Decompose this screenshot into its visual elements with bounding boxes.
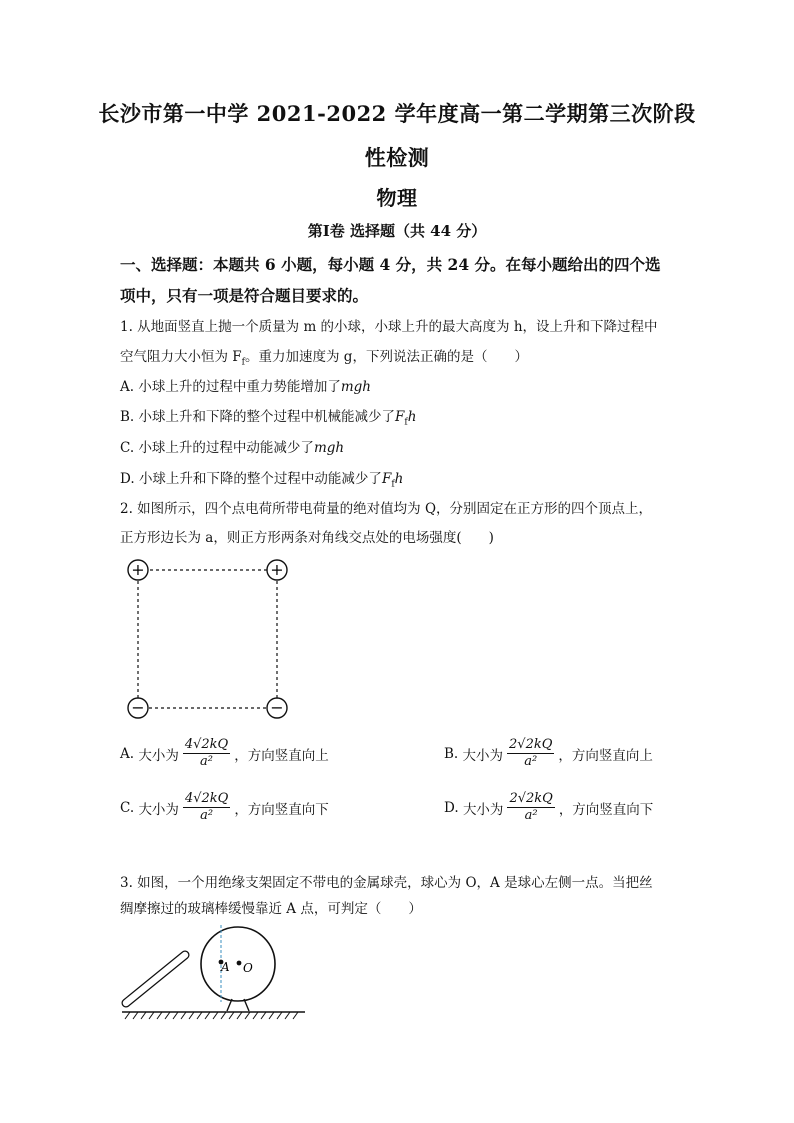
glass-rod [126, 955, 185, 1003]
charge-square-diagram [120, 555, 300, 725]
option-suffix: ，方向竖直向下 [558, 801, 654, 818]
charge-sign: − [131, 698, 145, 717]
option-fraction [507, 791, 554, 824]
q2-option-b[interactable] [444, 737, 653, 770]
option-fraction [183, 791, 230, 824]
option-label: A. [120, 379, 135, 395]
volume-heading: 第Ⅰ卷 选择题（共 44 分） [307, 222, 487, 240]
q1-stem-line2-text: 空气阻力大小恒为 F [120, 349, 242, 365]
charge-bottom-left [128, 698, 148, 718]
option-prefix: 大小为 [138, 747, 179, 764]
q2-option-c[interactable] [120, 791, 329, 824]
q1-stem-line1: 1. 从地面竖直上抛一个质量为 m 的小球，小球上升的最大高度为 h，设上升和下降过程中 [120, 319, 658, 335]
option-label: B. [444, 745, 459, 762]
label-a: A [221, 960, 230, 974]
option-fraction [183, 737, 230, 770]
option-suffix: ，方向竖直向下 [234, 801, 329, 818]
option-sub: f [404, 417, 408, 428]
subject-title: 物理 [376, 186, 418, 210]
q1-option-d[interactable] [120, 467, 403, 490]
charge-bottom-right [267, 698, 287, 718]
fraction-numerator: 4√2kQ [184, 737, 229, 752]
option-text: 小球上升和下降的整个过程中机械能减少了 [138, 409, 396, 425]
q1-stem-line2-rest: 。重力加速度为 g，下列说法正确的是（ ） [245, 349, 528, 365]
option-math: F [395, 409, 405, 425]
option-text: 小球上升的过程中动能减少了 [138, 440, 314, 456]
option-sub: f [391, 479, 395, 490]
q3-stem-line2: 绸摩擦过的玻璃棒缓慢靠近 A 点，可判定（ ） [120, 901, 422, 917]
option-label: D. [120, 471, 135, 487]
fraction-denominator: a² [524, 754, 538, 769]
fraction-numerator: 4√2kQ [184, 791, 229, 806]
square-outline [138, 570, 277, 708]
option-math2: h [394, 471, 404, 487]
exam-title-line1: 长沙市第一中学 2021-2022 学年度高一第二学期第三次阶段 [98, 101, 696, 126]
q2-stem-line2: 正方形边长为 a，则正方形两条对角线交点处的电场强度( ) [120, 530, 494, 546]
q1-stem-sub: f [241, 357, 246, 368]
q1-option-a[interactable] [120, 375, 371, 395]
label-o: O [243, 961, 253, 975]
q1-option-b[interactable] [120, 405, 416, 428]
exam-title-line2: 性检测 [364, 145, 430, 170]
option-label: C. [120, 799, 135, 816]
option-math2: h [407, 409, 417, 425]
q1-stem-line2 [120, 345, 528, 368]
charge-sign: + [270, 560, 284, 579]
fraction-denominator: a² [200, 754, 214, 769]
option-suffix: ，方向竖直向上 [558, 747, 653, 764]
option-prefix: 大小为 [462, 801, 504, 818]
fraction-numerator: 2√2kQ [509, 791, 553, 806]
charge-sign: − [270, 698, 284, 717]
fraction-denominator: a² [524, 808, 538, 823]
option-label: D. [444, 799, 459, 816]
option-text: 小球上升和下降的整个过程中动能减少了 [138, 471, 382, 487]
option-prefix: 大小为 [462, 747, 504, 764]
option-fraction [507, 737, 554, 770]
q2-option-a[interactable] [120, 737, 329, 770]
q3-stem-line1: 3. 如图，一个用绝缘支架固定不带电的金属球壳，球心为 O，A 是球心左侧一点。当把丝 [120, 875, 653, 891]
option-prefix: 大小为 [138, 801, 179, 818]
option-text: 小球上升的过程中重力势能增加了 [138, 379, 341, 395]
fraction-numerator: 2√2kQ [509, 737, 553, 752]
q1-option-c[interactable] [120, 436, 344, 456]
q2-stem-line1: 2. 如图所示，四个点电荷所带电荷量的绝对值均为 Q，分别固定在正方形的四个顶点上， [120, 501, 653, 517]
option-math: F [381, 471, 392, 487]
option-label: B. [120, 409, 135, 425]
section-heading-line2: 项中，只有一项是符合题目要求的。 [120, 286, 369, 305]
point-o [237, 961, 242, 966]
q2-option-d[interactable] [444, 791, 653, 824]
option-math: mgh [313, 440, 345, 456]
option-label: C. [120, 440, 135, 456]
option-label: A. [120, 745, 135, 762]
option-math: mgh [340, 379, 371, 395]
charge-top-left [128, 560, 148, 580]
charge-sign: + [131, 560, 145, 579]
ground [122, 1012, 305, 1019]
metal-shell-diagram [115, 918, 315, 1028]
charge-top-right [267, 560, 287, 580]
option-suffix: ，方向竖直向上 [234, 747, 329, 764]
fraction-denominator: a² [200, 808, 214, 823]
section-heading-line1: 一、选择题：本题共 6 小题，每小题 4 分，共 24 分。在每小题给出的四个选 [120, 255, 661, 274]
